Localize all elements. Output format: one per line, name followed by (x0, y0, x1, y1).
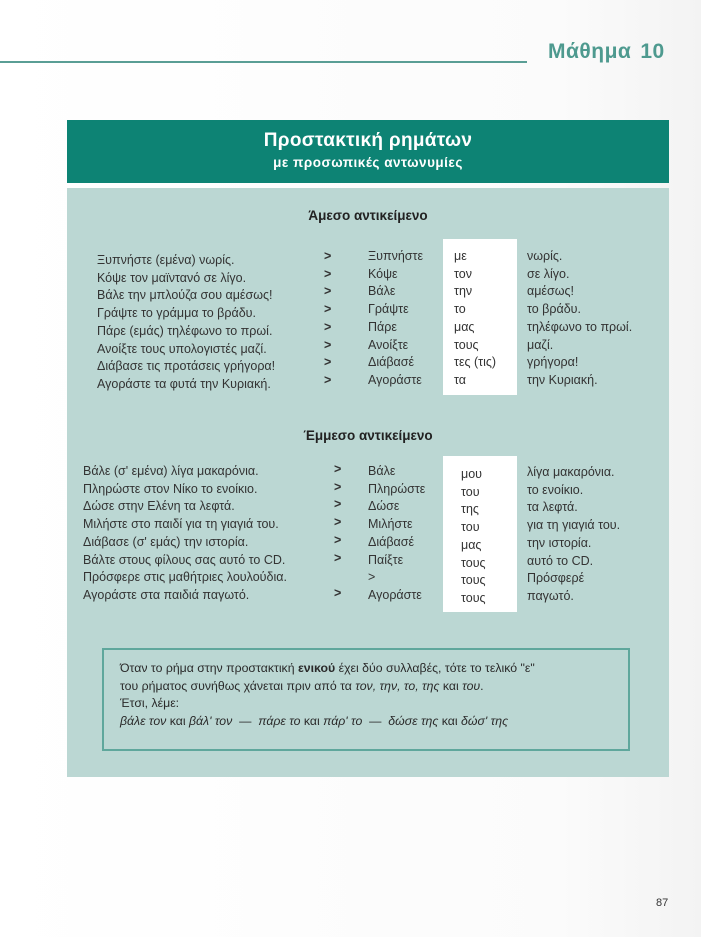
note-line-3: Έτσι, λέμε: (120, 696, 180, 710)
arrow: > (334, 550, 342, 565)
pronoun: με (454, 249, 467, 263)
sentence-rest: γρήγορα! (527, 355, 579, 370)
direct-arrows-column (324, 248, 331, 390)
grammar-note (102, 648, 630, 751)
note-line-2 (120, 678, 628, 696)
pronoun: τους (461, 590, 486, 605)
note-text: και (439, 678, 463, 693)
pronoun: το (454, 302, 466, 317)
arrow: > (324, 266, 332, 281)
sentence-rest: αμέσως! (527, 284, 574, 299)
verb: Βάλε (368, 284, 396, 299)
note-dash: — (362, 713, 389, 728)
sentence-rest: αυτό το CD. (527, 553, 594, 568)
arrow: > (324, 302, 332, 317)
note-line-1 (120, 660, 628, 678)
note-dash: — (232, 713, 259, 728)
arrow: > (334, 479, 342, 494)
example-sentence: Πάρε (εμάς) τηλέφωνο το πρωί. (97, 323, 273, 338)
example-sentence: Αγοράστε στα παιδιά παγωτό. (83, 587, 250, 602)
arrow (334, 567, 341, 585)
arrow: > (334, 462, 342, 476)
sentence-rest: την Κυριακή. (527, 372, 598, 387)
example-sentence: Αγοράστε τα φυτά την Κυριακή. (97, 376, 271, 391)
example-sentence: Διάβασε τις προτάσεις γρήγορα! (97, 359, 276, 374)
arrow: > (334, 497, 342, 512)
verb: Ξυπνήστε (368, 249, 424, 263)
direct-rest-column (527, 248, 632, 390)
panel-header (67, 120, 669, 183)
verb: Αγοράστε (368, 587, 422, 602)
verb: Γράψτε (368, 302, 409, 317)
example-sentence: Δώσε στην Ελένη τα λεφτά. (83, 499, 235, 514)
example-sentence: Πρόσφερε στις μαθήτριες λουλούδια. (83, 570, 287, 585)
verb: Διάβασέ (368, 534, 415, 549)
example-sentence: Βάλε την μπλούζα σου αμέσως! (97, 288, 273, 303)
example-short: πάρ' το (323, 713, 363, 728)
indirect-object-heading: Έμμεσο αντικείμενο (303, 428, 433, 443)
arrow: > (324, 319, 332, 334)
pronoun: του (461, 520, 480, 535)
direct-object-heading: Άμεσο αντικείμενο (308, 208, 428, 223)
verb: Δώσε (368, 499, 400, 514)
sentence-rest: την ιστορία. (527, 535, 592, 550)
sentence-rest: το ενοίκιο. (527, 482, 584, 497)
verb: Πληρώστε (368, 481, 426, 496)
note-text: και (300, 713, 324, 728)
pronoun: τους (461, 555, 486, 570)
example-sentence: Διάβασε (σ' εμάς) την ιστορία. (83, 534, 249, 549)
arrow: > (324, 372, 332, 387)
sentence-rest: παγωτό. (527, 588, 574, 603)
note-examples (120, 713, 628, 731)
note-text: και (438, 713, 462, 728)
example-full: πάρε το (258, 713, 301, 728)
page-number: 87 (656, 897, 669, 909)
example-full: δώσε της (388, 713, 439, 728)
note-italic-text: τον, την, το, της (355, 678, 440, 693)
pronoun: τες (τις) (454, 355, 497, 370)
arrow: > (324, 284, 332, 299)
example-sentence: Μιλήστε στο παιδί για τη γιαγιά του. (83, 517, 279, 532)
direct-pronouns-column (454, 248, 496, 390)
direct-sentences-column (97, 252, 275, 394)
indirect-verbs-column (368, 463, 425, 605)
verb: Παίξτε (368, 552, 404, 567)
sentence-rest: λίγα μακαρόνια. (527, 465, 615, 479)
arrow: > (334, 532, 342, 547)
pronoun: μου (461, 467, 482, 481)
arrow: > (324, 249, 332, 263)
pronoun: τους (454, 337, 479, 352)
indirect-pronouns-column (461, 466, 486, 608)
sentence-rest: τα λεφτά. (527, 500, 578, 515)
sentence-rest: Πρόσφερέ (527, 571, 585, 586)
verb: Κόψε (368, 266, 398, 281)
pronoun: του (461, 484, 480, 499)
verb: Βάλε (368, 464, 396, 478)
example-full: βάλε τον (120, 713, 167, 728)
pronoun: μας (454, 319, 475, 334)
header-rule (0, 61, 527, 63)
example-sentence: Ξυπνήστε (εμένα) νωρίς. (97, 253, 235, 267)
example-sentence: Ανοίξτε τους υπολογιστές μαζί. (97, 341, 267, 356)
direct-verbs-column (368, 248, 423, 390)
sentence-rest: το βράδυ. (527, 302, 581, 317)
pronoun: της (461, 502, 479, 517)
sentence-rest: τηλέφωνο το πρωί. (527, 319, 633, 334)
verb: Διάβασέ (368, 355, 415, 370)
pronoun: τα (454, 372, 466, 387)
sentence-rest: μαζί. (527, 337, 554, 352)
verb: Μιλήστε (368, 517, 413, 532)
note-text: του ρήματος συνήθως χάνεται πριν από τα (120, 678, 356, 693)
note-text: Όταν το ρήμα στην προστακτική (120, 661, 298, 675)
pronoun: την (454, 284, 473, 299)
note-bold-text: ενικού (297, 661, 336, 675)
lesson-word: Μάθημα (548, 40, 632, 63)
example-sentence: Βάλε (σ' εμένα) λίγα μακαρόνια. (83, 464, 259, 478)
verb: Ανοίξτε (368, 337, 409, 352)
note-text: . (480, 678, 484, 693)
panel-subtitle: με προσωπικές αντωνυμίες (273, 155, 463, 170)
pronoun: τους (461, 573, 486, 588)
sentence-rest: σε λίγο. (527, 266, 570, 281)
lesson-number: 10 (640, 40, 665, 63)
pronoun: μας (461, 537, 482, 552)
example-short: δώσ' της (461, 713, 509, 728)
sentence-rest: νωρίς. (527, 249, 563, 263)
pronoun: τον (454, 266, 472, 281)
example-short: βάλ' τον (189, 713, 233, 728)
panel-title: Προστακτική ρημάτων (263, 130, 473, 151)
sentence-rest: για τη γιαγιά του. (527, 518, 621, 533)
example-sentence: Πληρώστε στον Νίκο το ενοίκιο. (83, 481, 258, 496)
indirect-rest-column (527, 464, 620, 606)
note-italic-text: του (462, 678, 481, 693)
lesson-title (548, 40, 665, 64)
example-sentence: Κόψε τον μαϊντανό σε λίγο. (97, 270, 247, 285)
arrow: > (324, 355, 332, 370)
arrow: > (334, 515, 342, 530)
arrow: > (334, 585, 342, 600)
verb: Πάρε (368, 319, 397, 334)
indirect-sentences-column (83, 463, 287, 605)
example-sentence: Γράψτε το γράμμα το βράδυ. (97, 306, 256, 321)
verb: > (368, 570, 376, 585)
note-text: έχει δύο συλλαβές, τότε το τελικό "ε" (335, 661, 535, 675)
verb: Αγοράστε (368, 372, 422, 387)
arrow: > (324, 337, 332, 352)
note-text: και (166, 713, 190, 728)
example-sentence: Βάλτε στους φίλους σας αυτό το CD. (83, 552, 286, 567)
indirect-arrows-column (334, 461, 341, 603)
